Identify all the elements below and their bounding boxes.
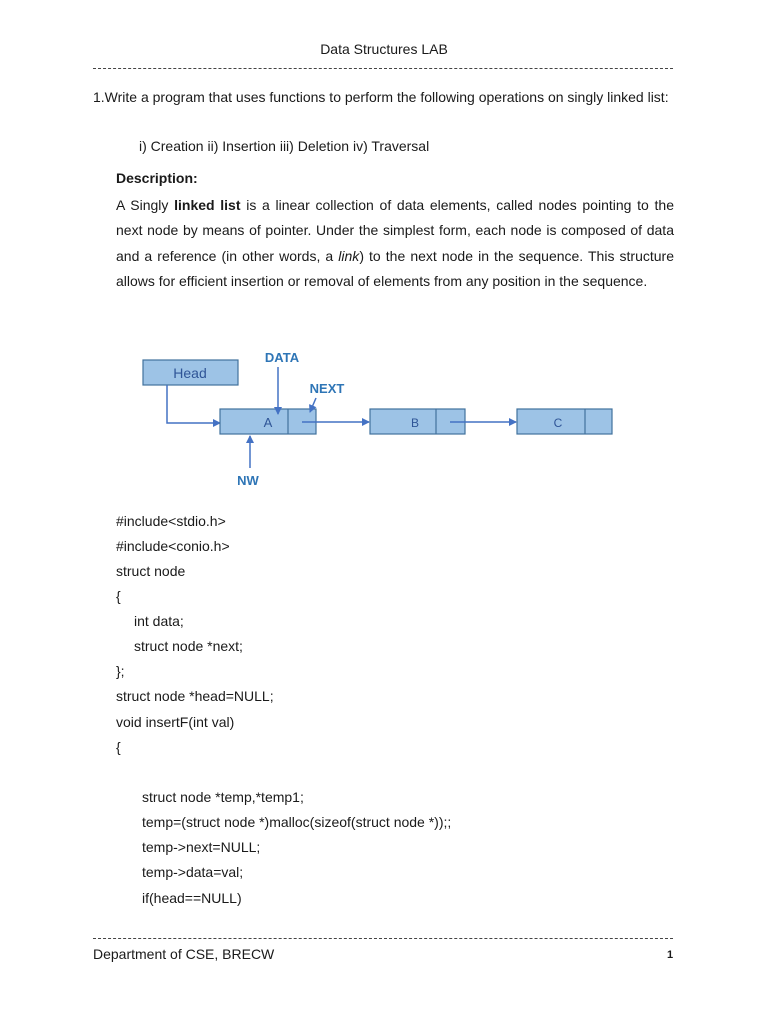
node-c-label: C [553,416,563,430]
operations-list: i) Creation ii) Insertion iii) Deletion iv) Traversal [139,138,430,154]
linked-list-diagram [130,340,630,500]
code-line: struct node *next; [134,638,243,654]
description-text-1: A Singly [116,197,175,213]
code-line: struct node *temp,*temp1; [142,789,304,805]
header-divider [93,68,673,69]
node-c-box [517,409,612,434]
footer-divider [93,938,673,939]
code-line: { [116,739,121,755]
next-label: NEXT [309,381,345,396]
code-line: temp->data=val; [142,864,244,880]
code-line: int data; [134,613,184,629]
page-number: 1 [667,949,674,961]
code-line: void insertF(int val) [116,714,235,730]
description-paragraph [116,193,674,294]
description-bold-term: linked list [174,197,241,213]
code-line: if(head==NULL) [142,890,242,906]
description-text-2: is a linear collection of data elements, called nodes pointing to the next node by means of pointer. Under the simplest form, each node is composed of data and a reference (in other words, a [116,197,674,264]
code-line: struct node [116,563,186,579]
code-line: struct node *head=NULL; [116,688,274,704]
head-pointer-arrow [167,385,220,423]
description-italic-term: link [338,247,360,264]
data-label: DATA [264,350,300,365]
question-text: 1.Write a program that uses functions to perform the following operations on singly linked list: [93,89,669,105]
description-heading: Description: [116,170,198,186]
code-line: #include<stdio.h> [116,513,226,529]
code-line: temp=(struct node *)malloc(sizeof(struct node *));; [142,814,452,830]
code-line: #include<conio.h> [116,538,230,554]
nw-label: NW [237,473,259,488]
code-line: temp->next=NULL; [142,839,261,855]
footer-department: Department of CSE, BRECW [93,946,275,962]
description-text-3: ) to the next node in the sequence. This structure allows for efficient insertion or removal of elements from any position in the sequence. [116,247,674,289]
code-line: { [116,588,121,604]
node-a-label: A [263,415,273,430]
head-label: Head [173,365,207,381]
code-line: }; [116,663,125,679]
page-header-title: Data Structures LAB [320,41,448,57]
node-b-label: B [410,416,420,430]
